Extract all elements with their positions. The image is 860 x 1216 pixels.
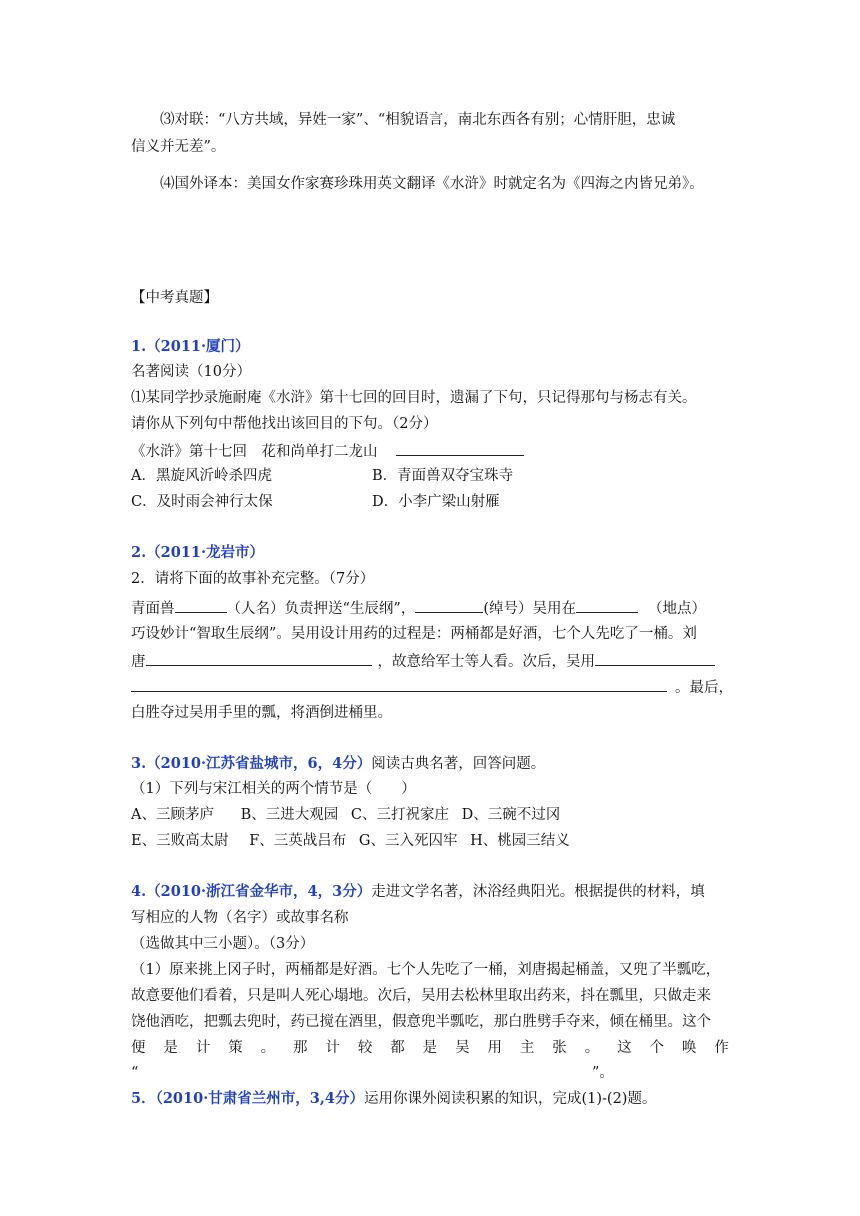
q1-option-d: D．小李广梁山射雁 bbox=[372, 494, 500, 510]
q4-quote-open: “ bbox=[131, 1065, 139, 1081]
q3-option: C、三打祝家庄 bbox=[350, 807, 449, 823]
q4-char: 。 bbox=[584, 1040, 600, 1056]
q2-blank-name bbox=[175, 597, 227, 613]
q2-header: 2.（2011·龙岩市） bbox=[131, 544, 265, 561]
q2-line: 2．请将下面的故事补充完整。（7分） bbox=[131, 571, 375, 587]
q4-char: 作 bbox=[714, 1040, 729, 1056]
q3-header-text: 阅读古典名著，回答问题。 bbox=[371, 756, 546, 772]
q1-line bbox=[131, 440, 524, 462]
q2-text: 唐 bbox=[131, 654, 146, 670]
q4-char: 。 bbox=[260, 1040, 276, 1056]
q3-options-row1 bbox=[131, 805, 560, 825]
q3-option: F、三英战吕布 bbox=[249, 833, 347, 849]
q4-line: （1）原来挑上冈子时，两桶都是好酒。七个人先吃了一桶，刘唐揭起桶盖，又兜了半瓢吃， bbox=[131, 962, 721, 978]
q2-blank-liutang bbox=[146, 650, 372, 666]
q1-answer-blank bbox=[396, 440, 524, 456]
q1-option-c: C．及时雨会神行太保 bbox=[131, 494, 273, 510]
q4-char: 计 bbox=[195, 1040, 211, 1056]
q3-option: A、三顾茅庐 bbox=[131, 807, 214, 823]
q1-chapter-title: 《水浒》第十七回 花和尚单打二龙山 bbox=[131, 444, 378, 460]
q4-line: 故意要他们看着，只是叫人死心塌地。次后，吴用去松林里取出药来，抖在瓢里，只做走来 bbox=[131, 988, 711, 1004]
q1-option-a: A．黑旋风沂岭杀四虎 bbox=[131, 468, 272, 484]
q3-header-source: 3.（2010·江苏省盐城市，6，4分） bbox=[131, 755, 372, 772]
q4-header-source: 4.（2010·浙江省金华市，4，3分） bbox=[131, 883, 372, 900]
q4-char: 那 bbox=[293, 1040, 308, 1056]
q1-line: 名著阅读（10分） bbox=[131, 364, 251, 380]
q3-options-row2 bbox=[131, 831, 570, 851]
q2-text: (绰号）吴用在 bbox=[483, 601, 576, 617]
q2-line: 巧设妙计“智取生辰纲”。吴用设计用药的过程是：两桶都是好酒，七个人先吃了一桶。刘 bbox=[131, 626, 697, 642]
q4-char: 策 bbox=[228, 1040, 243, 1056]
q4-char: 便 bbox=[131, 1040, 146, 1056]
q2-line bbox=[131, 597, 706, 619]
q5-header bbox=[131, 1089, 656, 1109]
q4-char: 较 bbox=[357, 1040, 373, 1056]
q2-text: （地点） bbox=[648, 601, 706, 617]
q4-line: 写相应的人物（名字）或故事名称 bbox=[131, 910, 349, 926]
q3-option: G、三入死囚牢 bbox=[358, 833, 458, 849]
q3-option: D、三碗不过冈 bbox=[461, 807, 561, 823]
q2-blank-long bbox=[131, 676, 667, 692]
q4-char: 这 bbox=[617, 1040, 632, 1056]
q4-char: 都 bbox=[390, 1040, 405, 1056]
q2-blank-wuyong bbox=[595, 650, 715, 666]
q1-line: ⑴某同学抄录施耐庵《水浒》第十七回的回目时，遗漏了下句，只记得那句与杨志有关。 bbox=[131, 390, 697, 406]
q4-char: 计 bbox=[325, 1040, 340, 1056]
q4-char: 用 bbox=[487, 1040, 502, 1056]
q3-option: H、桃园三结义 bbox=[470, 833, 570, 849]
q3-option: E、三败高太尉 bbox=[131, 833, 229, 849]
q2-line bbox=[131, 676, 733, 698]
q4-char: 张 bbox=[552, 1040, 567, 1056]
q2-text: 。最后， bbox=[675, 680, 733, 696]
intro-translation: ⑷国外译本：美国女作家赛珍珠用英文翻译《水浒》时就定名为《四海之内皆兄弟》。 bbox=[160, 176, 704, 192]
q4-char: 唤 bbox=[681, 1040, 697, 1056]
intro-couplet-line2: 信义并无差”。 bbox=[131, 139, 226, 155]
q2-blank-nickname bbox=[415, 597, 483, 613]
q2-line bbox=[131, 650, 715, 672]
q4-char: 是 bbox=[163, 1040, 178, 1056]
q2-blank-place bbox=[576, 597, 638, 613]
q3-line: （1）下列与宋江相关的两个情节是（ ） bbox=[131, 781, 416, 797]
q5-header-source: 5．（2010·甘肃省兰州市，3,4分） bbox=[131, 1090, 364, 1107]
q1-option-b: B．青面兽双夺宝珠寺 bbox=[372, 468, 514, 484]
q4-header-text: 走进文学名著，沐浴经典阳光。根据提供的材料，填 bbox=[371, 884, 705, 900]
intro-couplet-line1: ⑶对联：“八方共域，异姓一家”、“相貌语言，南北东西各有别；心情肝胆，忠诚 bbox=[160, 112, 676, 128]
q4-header bbox=[131, 882, 705, 902]
q4-char: 是 bbox=[422, 1040, 438, 1056]
q4-justified-line bbox=[131, 1038, 729, 1058]
q2-text: 青面兽 bbox=[131, 601, 175, 617]
q2-text: ，故意给军士等人看。次后，吴用 bbox=[377, 654, 595, 670]
q4-line: （选做其中三小题）。（3分） bbox=[131, 936, 315, 952]
q4-char: 主 bbox=[519, 1040, 535, 1056]
q5-header-text: 运用你课外阅读积累的知识，完成(1)-(2)题。 bbox=[363, 1091, 657, 1107]
q3-header bbox=[131, 754, 545, 774]
q1-line: 请你从下列句中帮他找出该回目的下句。（2分） bbox=[131, 416, 438, 432]
q2-line: 白胜夺过吴用手里的瓢，将酒倒进桶里。 bbox=[131, 705, 392, 721]
q4-char: 吴 bbox=[455, 1040, 470, 1056]
section-title: 【中考真题】 bbox=[131, 290, 218, 306]
q3-option: B、三进大观园 bbox=[240, 807, 339, 823]
q2-text: （人名）负责押送“生辰纲”， bbox=[226, 601, 416, 617]
q4-char: 个 bbox=[649, 1040, 664, 1056]
q1-header: 1.（2011·厦门） bbox=[131, 338, 250, 355]
q4-quote-close: ”。 bbox=[592, 1065, 614, 1081]
q4-line: 饶他酒吃，把瓢去兜时，药已搅在酒里，假意兜半瓢吃，那白胜劈手夺来，倾在桶里。这个 bbox=[131, 1014, 711, 1030]
